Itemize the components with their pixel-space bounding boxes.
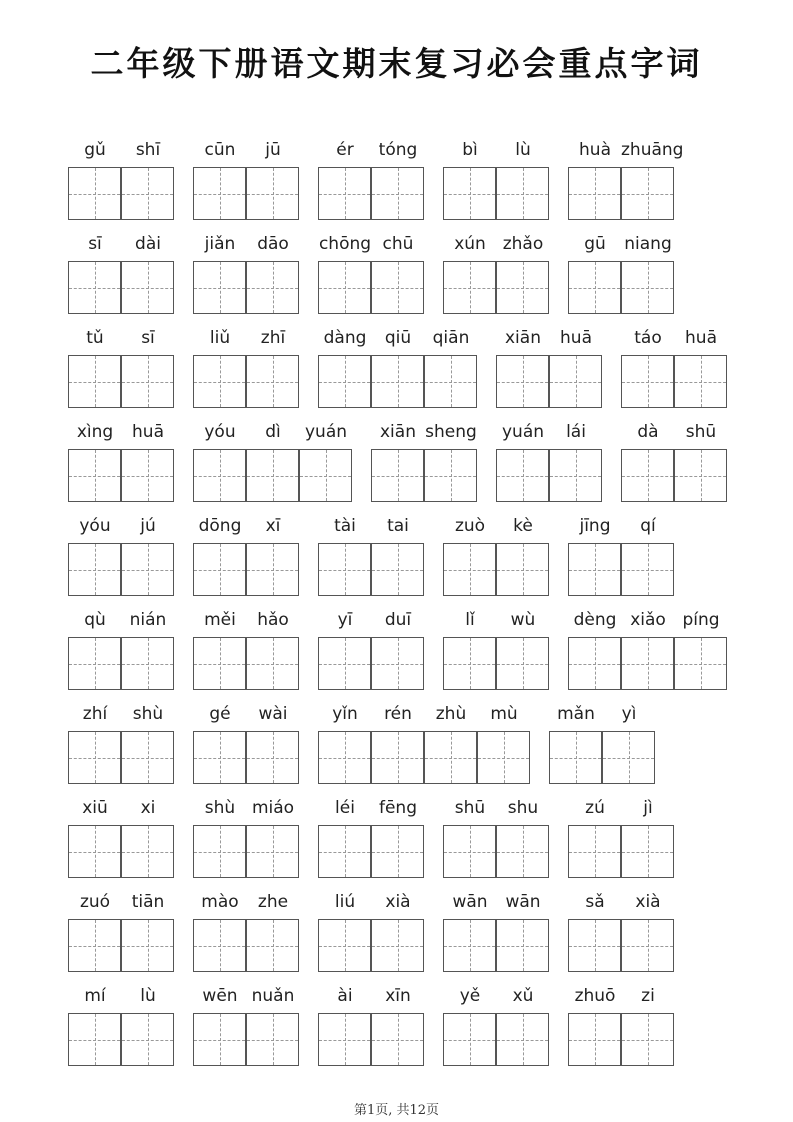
writing-box[interactable] — [193, 1013, 246, 1066]
writing-box[interactable] — [68, 449, 121, 502]
writing-box[interactable] — [193, 919, 246, 972]
writing-box[interactable] — [602, 731, 655, 784]
pinyin-label: rén — [384, 704, 412, 724]
pinyin-label: kè — [513, 516, 533, 536]
writing-box[interactable] — [674, 355, 727, 408]
pinyin-label: mào — [201, 892, 239, 912]
writing-box[interactable] — [68, 261, 121, 314]
writing-box[interactable] — [121, 637, 174, 690]
pinyin-label: qù — [84, 610, 106, 630]
writing-box[interactable] — [549, 731, 602, 784]
writing-box[interactable] — [193, 543, 246, 596]
pinyin-label: nián — [129, 610, 167, 630]
writing-box[interactable] — [121, 261, 174, 314]
pinyin-label: zhù — [435, 704, 467, 724]
writing-box[interactable] — [318, 543, 371, 596]
page-footer: 第1页, 共12页 — [353, 1103, 440, 1118]
pinyin-label: qiū — [384, 328, 412, 348]
pinyin-label: huā — [685, 328, 717, 348]
pinyin-label: zhí — [82, 704, 108, 724]
pinyin-label: lǐ — [465, 610, 475, 630]
pinyin-label: xī — [265, 516, 281, 536]
writing-box[interactable] — [121, 449, 174, 502]
writing-box[interactable] — [443, 919, 496, 972]
writing-box[interactable] — [371, 919, 424, 972]
pinyin-label: zhǎo — [502, 234, 544, 254]
pinyin-label: shù — [204, 798, 236, 818]
pinyin-label: tài — [334, 516, 356, 536]
writing-box[interactable] — [443, 167, 496, 220]
pinyin-label: xǔ — [512, 986, 534, 1006]
writing-box[interactable] — [121, 1013, 174, 1066]
pinyin-label: shī — [135, 140, 161, 160]
writing-box[interactable] — [246, 355, 299, 408]
writing-box[interactable] — [371, 543, 424, 596]
writing-box[interactable] — [674, 637, 727, 690]
pinyin-label: yóu — [204, 422, 236, 442]
writing-box[interactable] — [496, 167, 549, 220]
writing-box[interactable] — [443, 637, 496, 690]
pinyin-label: jīng — [579, 516, 611, 536]
pinyin-label: píng — [682, 610, 720, 630]
writing-box[interactable] — [246, 543, 299, 596]
writing-box[interactable] — [318, 637, 371, 690]
writing-box[interactable] — [371, 637, 424, 690]
pinyin-label: bì — [462, 140, 478, 160]
writing-box[interactable] — [68, 355, 121, 408]
pinyin-label: nuǎn — [251, 986, 295, 1006]
writing-box[interactable] — [443, 261, 496, 314]
pinyin-label: jú — [140, 516, 156, 536]
pinyin-label: tiān — [131, 892, 165, 912]
pinyin-label: xiǎo — [630, 610, 666, 630]
pinyin-label: wān — [505, 892, 541, 912]
writing-box[interactable] — [371, 449, 424, 502]
writing-box[interactable] — [193, 355, 246, 408]
writing-box[interactable] — [246, 637, 299, 690]
writing-box[interactable] — [621, 167, 674, 220]
pinyin-label: xiū — [82, 798, 108, 818]
pinyin-label: xīn — [385, 986, 411, 1006]
writing-box[interactable] — [68, 919, 121, 972]
writing-box[interactable] — [121, 731, 174, 784]
page-title: 二年级下册语文期末复习必会重点字词 — [90, 44, 703, 83]
writing-box[interactable] — [121, 167, 174, 220]
pinyin-label: xi — [140, 798, 156, 818]
pinyin-label: jiǎn — [204, 234, 236, 254]
pinyin-label: shū — [454, 798, 486, 818]
pinyin-label: miáo — [251, 798, 295, 818]
pinyin-label: gé — [209, 704, 231, 724]
pinyin-label: xià — [385, 892, 411, 912]
pinyin-label: xún — [454, 234, 486, 254]
writing-box[interactable] — [496, 261, 549, 314]
writing-box[interactable] — [496, 449, 549, 502]
pinyin-label: sǎ — [585, 892, 605, 912]
writing-box[interactable] — [568, 919, 621, 972]
pinyin-label: niang — [624, 234, 672, 254]
writing-box[interactable] — [621, 825, 674, 878]
writing-box[interactable] — [621, 543, 674, 596]
writing-box[interactable] — [621, 261, 674, 314]
pinyin-label: xìng — [76, 422, 114, 442]
writing-box[interactable] — [121, 543, 174, 596]
pinyin-label: lù — [140, 986, 156, 1006]
pinyin-label: jì — [643, 798, 653, 818]
writing-box[interactable] — [318, 355, 371, 408]
writing-box[interactable] — [318, 167, 371, 220]
writing-box[interactable] — [246, 1013, 299, 1066]
pinyin-label: dà — [637, 422, 659, 442]
pinyin-label: xià — [635, 892, 661, 912]
writing-box[interactable] — [371, 825, 424, 878]
pinyin-label: dāo — [257, 234, 289, 254]
writing-box[interactable] — [193, 731, 246, 784]
writing-box[interactable] — [318, 1013, 371, 1066]
pinyin-label: qí — [640, 516, 656, 536]
pinyin-label: shū — [685, 422, 717, 442]
pinyin-label: wēn — [202, 986, 238, 1006]
pinyin-label: jū — [265, 140, 281, 160]
writing-box[interactable] — [621, 637, 674, 690]
pinyin-label: huà — [579, 140, 611, 160]
pinyin-label: dài — [135, 234, 161, 254]
pinyin-label: gū — [584, 234, 606, 254]
writing-box[interactable] — [68, 825, 121, 878]
writing-box[interactable] — [549, 449, 602, 502]
pinyin-label: chū — [382, 234, 414, 254]
writing-box[interactable] — [68, 637, 121, 690]
pinyin-label: lái — [566, 422, 586, 442]
writing-box[interactable] — [193, 637, 246, 690]
pinyin-label: ér — [336, 140, 354, 160]
pinyin-label: dèng — [573, 610, 617, 630]
pinyin-label: zhuō — [574, 986, 616, 1006]
pinyin-label: zuò — [454, 516, 486, 536]
writing-box[interactable] — [68, 543, 121, 596]
pinyin-label: tǔ — [86, 328, 104, 348]
pinyin-label: zhuāng — [621, 140, 684, 160]
writing-box[interactable] — [621, 1013, 674, 1066]
pinyin-label: dì — [265, 422, 281, 442]
writing-box[interactable] — [496, 637, 549, 690]
pinyin-label: xiān — [505, 328, 541, 348]
pinyin-label: mǎn — [557, 704, 595, 724]
writing-box[interactable] — [496, 1013, 549, 1066]
writing-box[interactable] — [318, 919, 371, 972]
pinyin-label: yuán — [501, 422, 545, 442]
pinyin-label: lù — [515, 140, 531, 160]
writing-box[interactable] — [371, 731, 424, 784]
pinyin-label: yǐn — [332, 704, 358, 724]
writing-box[interactable] — [68, 167, 121, 220]
writing-box[interactable] — [424, 731, 477, 784]
pinyin-label: zuó — [79, 892, 111, 912]
pinyin-label: tai — [387, 516, 409, 536]
writing-box[interactable] — [496, 355, 549, 408]
pinyin-label: měi — [204, 610, 236, 630]
writing-box[interactable] — [674, 449, 727, 502]
pinyin-label: yì — [621, 704, 637, 724]
pinyin-label: yě — [459, 986, 481, 1006]
pinyin-label: táo — [634, 328, 662, 348]
writing-box[interactable] — [318, 261, 371, 314]
writing-box[interactable] — [568, 543, 621, 596]
writing-box[interactable] — [496, 543, 549, 596]
pinyin-label: liú — [334, 892, 356, 912]
writing-box[interactable] — [621, 355, 674, 408]
pinyin-label: huā — [560, 328, 592, 348]
pinyin-label: huā — [132, 422, 164, 442]
pinyin-label: gǔ — [84, 140, 106, 160]
writing-box[interactable] — [121, 355, 174, 408]
pinyin-label: duī — [384, 610, 412, 630]
writing-box[interactable] — [246, 825, 299, 878]
pinyin-label: shù — [132, 704, 164, 724]
pinyin-label: tóng — [378, 140, 418, 160]
writing-box[interactable] — [443, 543, 496, 596]
writing-box[interactable] — [246, 167, 299, 220]
pinyin-label: yóu — [79, 516, 111, 536]
pinyin-label: yuán — [304, 422, 348, 442]
writing-box[interactable] — [193, 449, 246, 502]
pinyin-label: chōng — [318, 234, 372, 254]
writing-box[interactable] — [371, 261, 424, 314]
writing-box[interactable] — [443, 1013, 496, 1066]
pinyin-label: zhī — [260, 328, 286, 348]
writing-box[interactable] — [568, 261, 621, 314]
pinyin-label: qiān — [432, 328, 470, 348]
writing-box[interactable] — [568, 825, 621, 878]
pinyin-label: léi — [335, 798, 355, 818]
writing-box[interactable] — [299, 449, 352, 502]
pinyin-label: sī — [141, 328, 155, 348]
pinyin-label: mù — [490, 704, 518, 724]
pinyin-label: fēng — [378, 798, 417, 818]
writing-box[interactable] — [246, 919, 299, 972]
writing-box[interactable] — [318, 731, 371, 784]
pinyin-label: zhe — [257, 892, 289, 912]
writing-box[interactable] — [371, 167, 424, 220]
pinyin-label: shu — [507, 798, 539, 818]
writing-box[interactable] — [318, 825, 371, 878]
pinyin-label: zi — [641, 986, 655, 1006]
writing-box[interactable] — [246, 449, 299, 502]
writing-box[interactable] — [568, 1013, 621, 1066]
writing-box[interactable] — [68, 1013, 121, 1066]
pinyin-label: xiān — [380, 422, 416, 442]
writing-box[interactable] — [371, 1013, 424, 1066]
pinyin-label: zú — [585, 798, 605, 818]
pinyin-label: dàng — [323, 328, 367, 348]
pinyin-label: liǔ — [209, 328, 231, 348]
pinyin-label: mí — [84, 986, 106, 1006]
pinyin-label: hǎo — [257, 610, 289, 630]
writing-box[interactable] — [193, 261, 246, 314]
pinyin-label: yī — [337, 610, 353, 630]
writing-box[interactable] — [477, 731, 530, 784]
writing-box[interactable] — [121, 919, 174, 972]
writing-box[interactable] — [246, 731, 299, 784]
writing-box[interactable] — [424, 355, 477, 408]
writing-box[interactable] — [621, 919, 674, 972]
writing-box[interactable] — [443, 825, 496, 878]
writing-box[interactable] — [568, 637, 621, 690]
writing-box[interactable] — [193, 167, 246, 220]
writing-box[interactable] — [193, 825, 246, 878]
pinyin-label: wù — [510, 610, 536, 630]
pinyin-label: ài — [337, 986, 353, 1006]
writing-box[interactable] — [568, 167, 621, 220]
pinyin-label: wài — [258, 704, 288, 724]
pinyin-label: sī — [88, 234, 102, 254]
writing-box[interactable] — [621, 449, 674, 502]
writing-box[interactable] — [68, 731, 121, 784]
pinyin-label: dōng — [198, 516, 242, 536]
writing-box[interactable] — [549, 355, 602, 408]
writing-box[interactable] — [246, 261, 299, 314]
writing-box[interactable] — [496, 825, 549, 878]
writing-box[interactable] — [424, 449, 477, 502]
pinyin-label: cūn — [204, 140, 236, 160]
writing-box[interactable] — [496, 919, 549, 972]
pinyin-label: sheng — [425, 422, 477, 442]
pinyin-label: wān — [452, 892, 488, 912]
writing-box[interactable] — [121, 825, 174, 878]
writing-box[interactable] — [371, 355, 424, 408]
